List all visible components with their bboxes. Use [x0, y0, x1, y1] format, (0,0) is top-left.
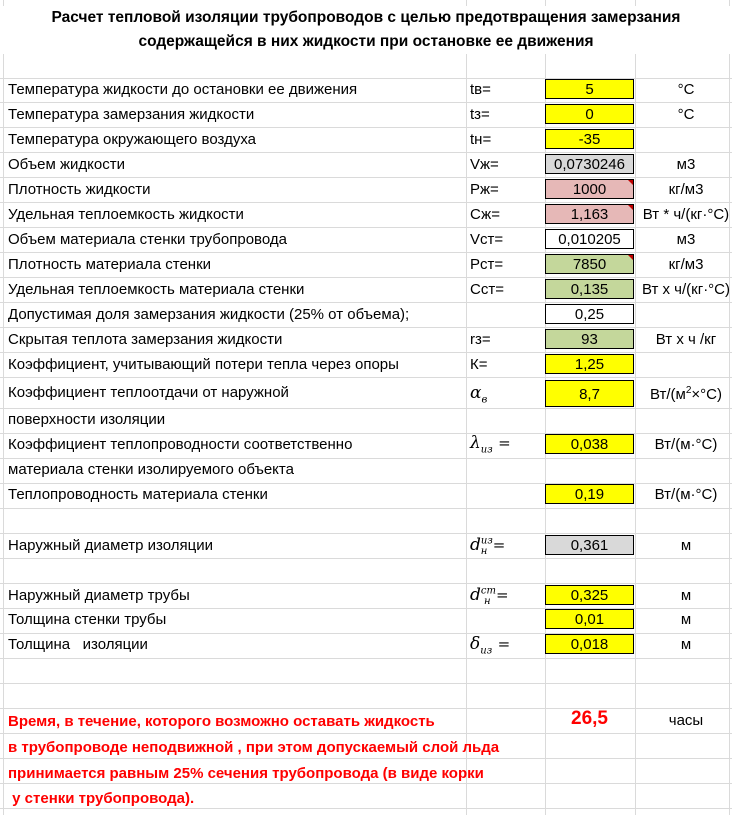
grid-line [0, 227, 732, 228]
param-symbol: Сст= [470, 281, 504, 298]
result-unit: часы [668, 712, 704, 729]
param-symbol: Vж= [470, 156, 499, 173]
grid-line [0, 508, 732, 509]
alpha-value[interactable]: 8,7 [545, 380, 634, 407]
grid-line [0, 533, 732, 534]
lambda-value[interactable]: 0,038 [545, 434, 634, 454]
grid-line [0, 327, 732, 328]
wall-thick-label: Толщина стенки трубы [8, 611, 167, 628]
param-value[interactable]: 1,163 [545, 204, 634, 224]
grid-line [0, 377, 732, 378]
param-label: Объем материала стенки трубопровода [8, 231, 287, 248]
alpha-label-line1: Коэффициент теплоотдачи от наружной [8, 384, 289, 401]
param-value[interactable]: 0,135 [545, 279, 634, 299]
ins-thick-unit: м [680, 636, 692, 653]
param-symbol: К= [470, 356, 488, 373]
result-text-line4: у стенки трубопровода). [8, 790, 195, 807]
param-unit: °C [677, 81, 695, 98]
alpha-unit: $Вт/(м^2\times^\circ C)$ [649, 385, 722, 403]
param-label: Допустимая доля замерзания жидкости (25% от объема); [8, 306, 410, 323]
grid-line [0, 102, 732, 103]
wall-cond-value[interactable]: 0,19 [545, 484, 634, 504]
pipe-diam-label: Наружный диаметр трубы [8, 587, 190, 604]
title-line-2: содержащейся в них жидкости при остановке ее движения [138, 33, 594, 50]
grid-line [0, 177, 732, 178]
pipe-diam-symbol: $d^{ст}_н$ = [470, 585, 509, 608]
grid-line [0, 127, 732, 128]
grid-line [0, 202, 732, 203]
param-value[interactable]: 0,0730246 [545, 154, 634, 174]
param-symbol: Рст= [470, 256, 504, 273]
param-label: Температура замерзания жидкости [8, 106, 255, 123]
ins-diam-value[interactable]: 0,361 [545, 535, 634, 555]
param-label: Плотность материала стенки [8, 256, 212, 273]
alpha-symbol: $\alpha_в$ [470, 383, 488, 406]
ins-diam-label: Наружный диаметр изоляции [8, 537, 213, 554]
ins-thick-symbol: $\delta_{из}$ = [470, 634, 511, 657]
result-text-line1: Время, в течение, которого возможно оставать жидкость [8, 713, 435, 730]
param-symbol: Сж= [470, 206, 500, 223]
param-value[interactable]: -35 [545, 129, 634, 149]
param-unit: кг/м3 [668, 181, 704, 198]
param-label: Скрытая теплота замерзания жидкости [8, 331, 283, 348]
wall-thick-value[interactable]: 0,01 [545, 609, 634, 629]
param-value[interactable]: 93 [545, 329, 634, 349]
ins-thick-label: Толщина изоляции [8, 636, 148, 653]
param-unit: м3 [676, 231, 696, 248]
param-unit: °C [677, 106, 695, 123]
grid-line [0, 252, 732, 253]
param-label: Удельная теплоемкость материала стенки [8, 281, 305, 298]
grid-line [0, 152, 732, 153]
wall-cond-label: Теплопроводность материала стенки [8, 486, 268, 503]
grid-line [0, 683, 732, 684]
param-unit: Вт * ч/(кг·°C) [642, 206, 730, 223]
grid-line [0, 408, 732, 409]
lambda-label-line1: Коэффициент теплопроводности соответственно [8, 436, 353, 453]
param-symbol: tн= [470, 131, 492, 148]
wall-cond-unit: Вт/(м·°C) [654, 486, 718, 503]
param-unit: Вт х ч/(кг·°C) [641, 281, 731, 298]
result-text-line2: в трубопроводе неподвижной , при этом допускаемый слой льда [8, 739, 500, 756]
grid-line [0, 758, 732, 759]
param-value[interactable]: 0 [545, 104, 634, 124]
param-symbol: tв= [470, 81, 491, 98]
param-symbol: Vст= [470, 231, 504, 248]
param-label: Температура окружающего воздуха [8, 131, 257, 148]
grid-line [0, 583, 732, 584]
grid-line [0, 277, 732, 278]
pipe-diam-unit: м [680, 587, 692, 604]
ins-thick-value[interactable]: 0,018 [545, 634, 634, 654]
param-value[interactable]: 1,25 [545, 354, 634, 374]
grid-line [0, 352, 732, 353]
param-label: Удельная теплоемкость жидкости [8, 206, 244, 223]
pipe-diam-value[interactable]: 0,325 [545, 585, 634, 605]
param-unit: Вт х ч /кг [655, 331, 717, 348]
param-unit: м3 [676, 156, 696, 173]
param-unit: кг/м3 [668, 256, 704, 273]
param-value[interactable]: 1000 [545, 179, 634, 199]
ins-diam-symbol: $d^{из}_н$ = [470, 535, 506, 558]
param-value[interactable]: 7850 [545, 254, 634, 274]
param-label: Плотность жидкости [8, 181, 151, 198]
lambda-unit: Вт/(м·°C) [654, 436, 718, 453]
ins-diam-unit: м [680, 537, 692, 554]
grid-line [0, 658, 732, 659]
param-symbol: rз= [470, 331, 491, 348]
lambda-symbol: $\lambda_{из}$ = [470, 433, 511, 456]
grid-line [0, 558, 732, 559]
grid-line [0, 733, 732, 734]
grid-line [0, 302, 732, 303]
title-line-1: Расчет тепловой изоляции трубопроводов с целью предотвращения замерзания [51, 9, 681, 26]
param-value[interactable]: 5 [545, 79, 634, 99]
param-symbol: Рж= [470, 181, 499, 198]
result-text-line3: принимается равным 25% сечения трубопровода (в виде корки [8, 765, 484, 782]
param-label: Температура жидкости до остановки ее движения [8, 81, 358, 98]
page-title [0, 6, 732, 54]
result-value[interactable]: 26,5 [571, 708, 608, 729]
param-label: Объем жидкости [8, 156, 125, 173]
grid-line [0, 458, 732, 459]
wall-thick-unit: м [680, 611, 692, 628]
alpha-label-line2: поверхности изоляции [8, 411, 166, 428]
param-label: Коэффициент, учитывающий потери тепла через опоры [8, 356, 399, 373]
param-value[interactable]: 0,010205 [545, 229, 634, 249]
param-symbol: tз= [470, 106, 490, 123]
lambda-label-line2: материала стенки изолируемого объекта [8, 461, 294, 478]
param-value[interactable]: 0,25 [545, 304, 634, 324]
